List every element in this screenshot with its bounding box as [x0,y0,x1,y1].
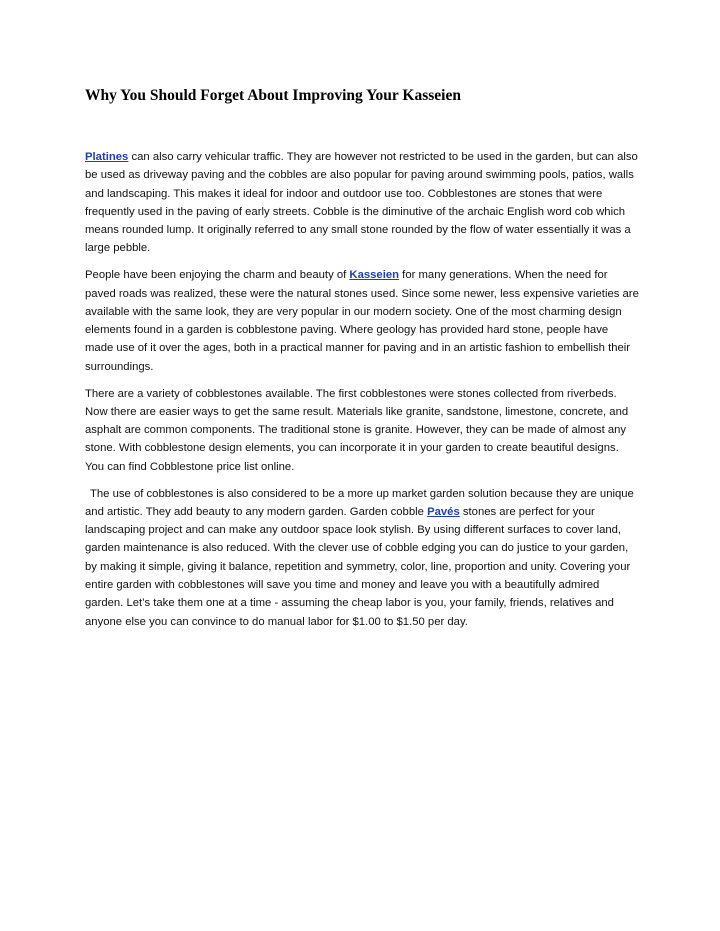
article-body [85,148,639,639]
link-platines[interactable]: Platines [85,151,129,163]
paragraph-text: The use of cobblestones is also considered to be a more up market garden solution because they are unique and artistic. They add beauty to any modern garden. Garden cobble [85,487,634,518]
paragraph-4 [85,485,639,631]
link-paves[interactable]: Pavés [427,505,460,518]
paragraph-text: There are a variety of cobblestones available. The first cobblestones were stones collected from riverbeds. Now there are easier ways to get the same result. Materials like granite, sandstone, limestone, concrete, and asphalt are common components. The traditional stone is granite. However, they can be made of almost any stone. With cobblestone design elements, you can incorporate it in your garden to create beautiful designs. You can find Cobblestone price list online. [85,387,629,473]
paragraph-text: stones are perfect for your landscaping project and can make any outdoor space look stylish. By using different surfaces to cover land, garden maintenance is also reduced. With the clever use of cobble edging you can do justice to your garden, by making it simple, giving it balance, repetition and symmetry, color, line, proportion and unity. Covering your entire garden with cobblestones will save you time and money and leave you with a beautifully admired garden. Let’s take them one at a time - assuming the cheap labor is you, your family, friends, relatives and anyone else you can convince to do manual labor for $1.00 to $1.50 per day. [85,505,631,628]
paragraph-2 [85,266,639,376]
paragraph-text: can also carry vehicular traffic. They are however not restricted to be used in the garden, but can also be used as driveway paving and the cobbles are also popular for paving around swimming pools, patios, walls and landscaping. This makes it ideal for indoor and outdoor use too. Cobblestones are stones that were frequently used in the paving of early streets. Cobble is the diminutive of the archaic English word cob which means rounded lump. It originally referred to any small stone rounded by the flow of water essentially it was a large pebble. [85,151,638,255]
paragraph-1 [85,148,639,258]
page-title: Why You Should Forget About Improving Your Kasseien [85,87,461,104]
paragraph-3 [85,385,639,476]
paragraph-text: People have been enjoying the charm and beauty of [85,269,350,282]
paragraph-text: for many generations. When the need for paved roads was realized, these were the natural stones used. Since some newer, less expensive varieties are available with the same look, they are very popular in our modern society. One of the most charming design elements found in a garden is cobblestone paving. Where geology has provided hard stone, people have made use of it over the ages, both in a practical manner for paving and in an artistic fashion to embellish their surroundings. [85,269,639,373]
link-kasseien[interactable]: Kasseien [349,269,400,282]
